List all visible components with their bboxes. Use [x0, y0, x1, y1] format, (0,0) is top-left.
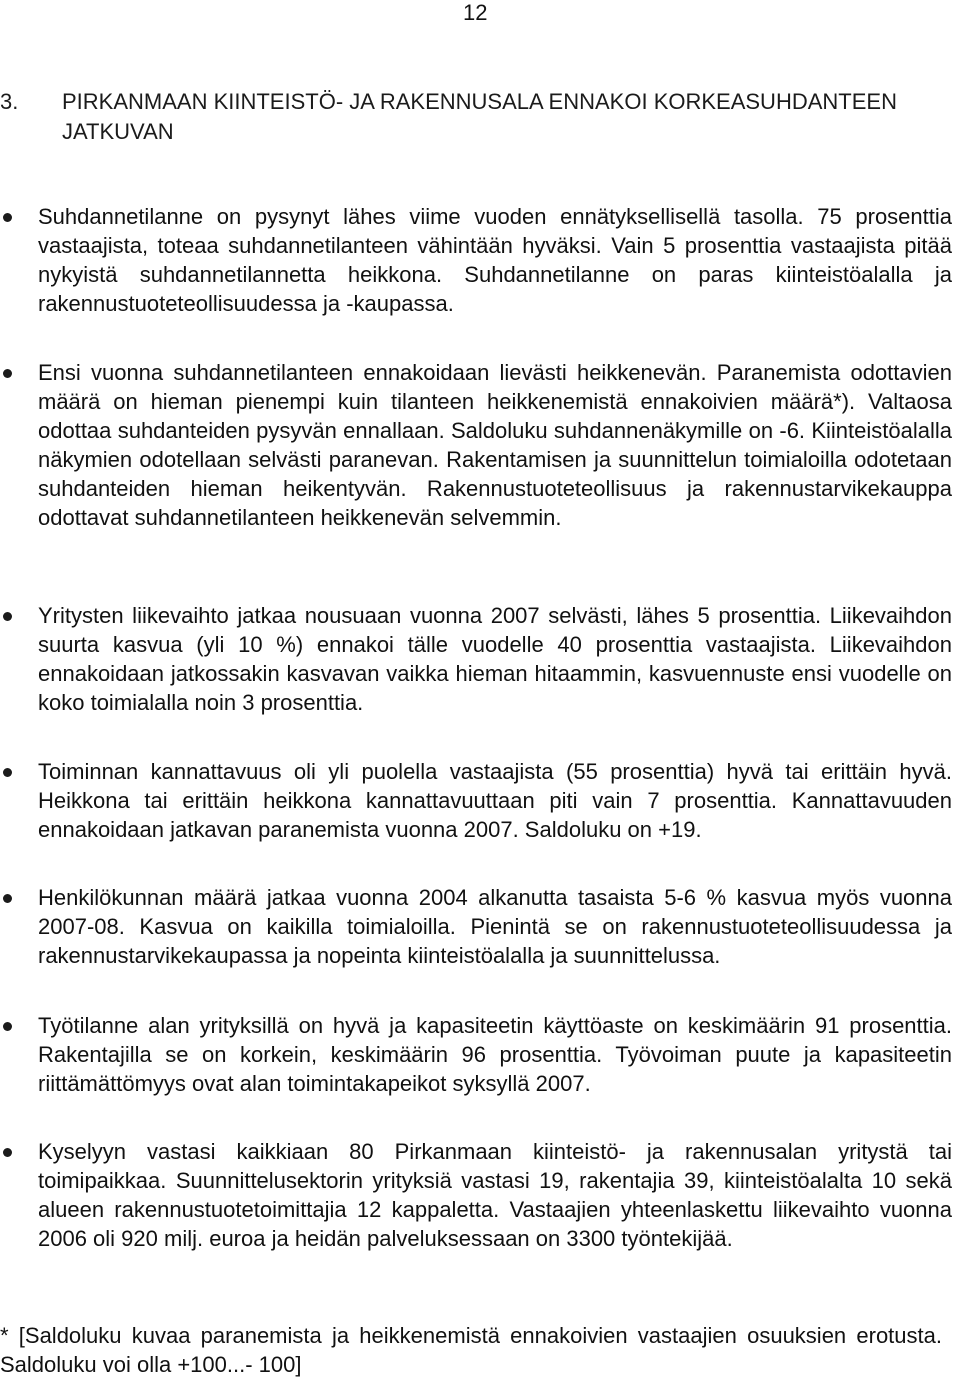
bullet-icon	[3, 213, 12, 222]
bullet-text: Kyselyyn vastasi kaikkiaan 80 Pirkanmaan kiinteistö- ja rakennusalan yritystä tai toimipaikkaa. Suunnittelusektorin yrityksiä vastasi 19, rakentajia 39, kiinteistöalalta 10 sekä alueen rakennustuotetoimittajia 12 kappaletta. Vastaajien yhteenlaskettu liikevaihto vuonna 2006 oli 920 milj. euroa ja heidän palveluksessaan on 3300 työntekijää.	[38, 1139, 952, 1251]
bullet-icon	[3, 768, 12, 777]
bullet-text: Suhdannetilanne on pysynyt lähes viime vuoden ennätyksellisellä tasolla. 75 prosenttia vastaajista, toteaa suhdannetilanteen vähintään hyväksi. Vain 5 prosenttia vastaajista pitää nykyistä suhdannetilannetta heikkona. Suhdannetilanne on paras kiinteistöalalla ja rakennustuoteteollisuudessa ja -kaupassa.	[38, 204, 952, 316]
bullet-text: Työtilanne alan yrityksillä on hyvä ja kapasiteetin käyttöaste on keskimäärin 91 prosenttia. Rakentajilla se on korkein, keskimäärin 96 prosenttia. Työvoiman puute ja kapasiteetin riittämättömyys ovat alan toimintakapeikot syksyllä 2007.	[38, 1013, 952, 1096]
bullet-text: Toiminnan kannattavuus oli yli puolella vastaajista (55 prosenttia) hyvä tai erittäin hyvä. Heikkona tai erittäin heikkona kannattavuuttaan piti vain 7 prosenttia. Kannattavuuden ennakoidaan jatkavan paranemista vuonna 2007. Saldoluku on +19.	[38, 759, 952, 842]
bullet-icon	[3, 612, 12, 621]
section-number: 3.	[0, 89, 19, 114]
section-title: PIRKANMAAN KIINTEISTÖ- JA RAKENNUSALA ENNAKOI KORKEASUHDANTEEN JATKUVAN	[62, 89, 897, 144]
bullet-icon	[3, 369, 12, 378]
footnote: * [Saldoluku kuvaa paranemista ja heikkenemistä ennakoivien vastaajien osuuksien erotusta. Saldoluku voi olla +100...- 100]	[0, 1323, 942, 1377]
bullet-text: Yritysten liikevaihto jatkaa nousuaan vuonna 2007 selvästi, lähes 5 prosenttia. Liikevaihdon suurta kasvua (yli 10 %) ennakoi tälle vuodelle 40 prosenttia vastaajista. Liikevaihdon ennakoidaan jatkossakin kasvavan vaikka hieman hitaammin, kasvuennuste ensi vuodelle on koko toimialalla noin 3 prosenttia.	[38, 603, 952, 715]
bullet-text: Henkilökunnan määrä jatkaa vuonna 2004 alkanutta tasaista 5-6 % kasvua myös vuonna 2007-08. Kasvua on kaikilla toimialoilla. Pienintä se on rakennustuoteteollisuudessa ja rakennustarvikekaupassa ja nopeinta kiinteistöalalla ja suunnittelussa.	[38, 885, 952, 968]
bullet-icon	[3, 894, 12, 903]
page-number: 12	[463, 0, 488, 25]
bullet-icon	[3, 1148, 12, 1157]
bullet-text: Ensi vuonna suhdannetilanteen ennakoidaan lievästi heikkenevän. Paranemista odottavien määrä on hieman pienempi kuin tilanteen heikkenemistä ennakoivien määrä*). Valtaosa odottaa suhdanteiden pysyvän ennallaan. Saldoluku suhdannenäkymille on -6. Kiinteistöalalla näkymien odotellaan selvästi paranevan. Rakentamisen ja suunnittelun toimialoilla odotetaan suhdanteiden hieman heikentyvän. Rakennustuoteteollisuus ja rakennustarvikekauppa odottavat suhdannetilanteen heikkenevän selvemmin.	[38, 360, 952, 530]
bullet-icon	[3, 1022, 12, 1031]
